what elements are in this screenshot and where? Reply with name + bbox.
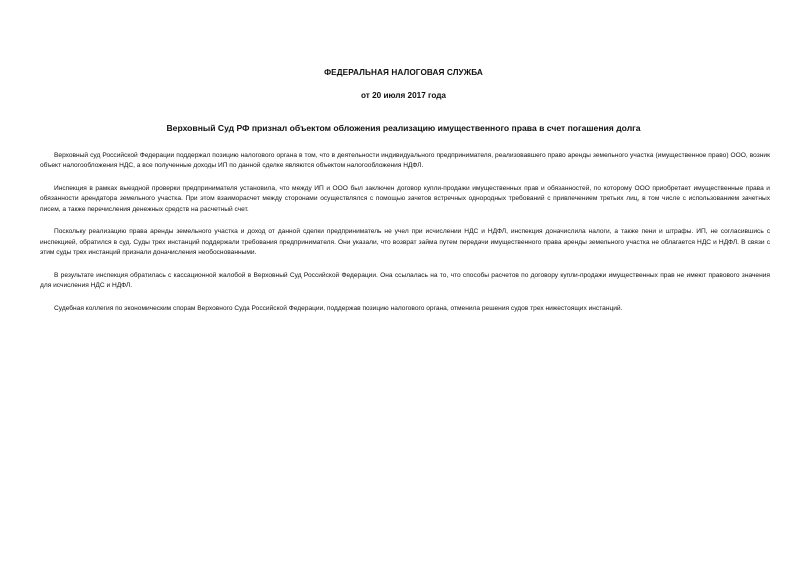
document-body [40,151,770,326]
paragraph-3: Поскольку реализацию права аренды земельного участка и доход от данной сделки предприниматель не учел при исчислении НДС и НДФЛ, инспекция доначислила налоги, а также пени и штрафы. ИП, не согласившись с инспекцией, обратился в суд. Суды трех инстанций поддержали требования предпринимателя. Они указали, что возврат займа путем передачи имущественного права аренды земельного участка не облагается НДС и НДФЛ. В связи с этим суды трех инстанций признали доначисления необоснованными. [40,228,770,256]
paragraph-1: Верховный суд Российской Федерации поддержал позицию налогового органа в том, что в деятельности индивидуального предпринимателя, реализовавшего право аренды земельного участка (имущественное право) ООО, возник объект налогообложения НДС, а все полученные доходы ИП по данной сделке являются объектом налогообложения НДФЛ. [40,152,770,170]
paragraph-4: В результате инспекция обратилась с кассационной жалобой в Верховный Суд Российской Федерации. Она ссылалась на то, что способы расчетов по договору купли-продажи имущественных прав не имеют правового значения для исчисления НДС и НДФЛ. [40,271,770,289]
agency-name: ФЕДЕРАЛЬНАЯ НАЛОГОВАЯ СЛУЖБА [324,68,483,77]
document-title: Верховный Суд РФ признал объектом обложения реализацию имущественного права в счет погашения долга [166,123,641,133]
paragraph-5: Судебная коллегия по экономическим спорам Верховного Суда Российской Федерации, поддержав позицию налогового органа, отменила решения судов трех нижестоящих инстанций. [54,304,623,312]
paragraph-2: Инспекция в рамках выездной проверки предпринимателя установила, что между ИП и ООО был заключен договор купли-продажи имущественных прав и обязанностей, по которому ООО приобретает имущественные права и обязанности арендатора земельного участка. При этом взаиморасчет между сторонами осуществлялся с помощью зачетов встречных однородных требований с привлечением третьих лиц, в том числе с использованием зачетных писем, а также перечисления денежных средств на расчетный счет. [40,184,770,213]
document-date: от 20 июля 2017 года [361,91,446,100]
